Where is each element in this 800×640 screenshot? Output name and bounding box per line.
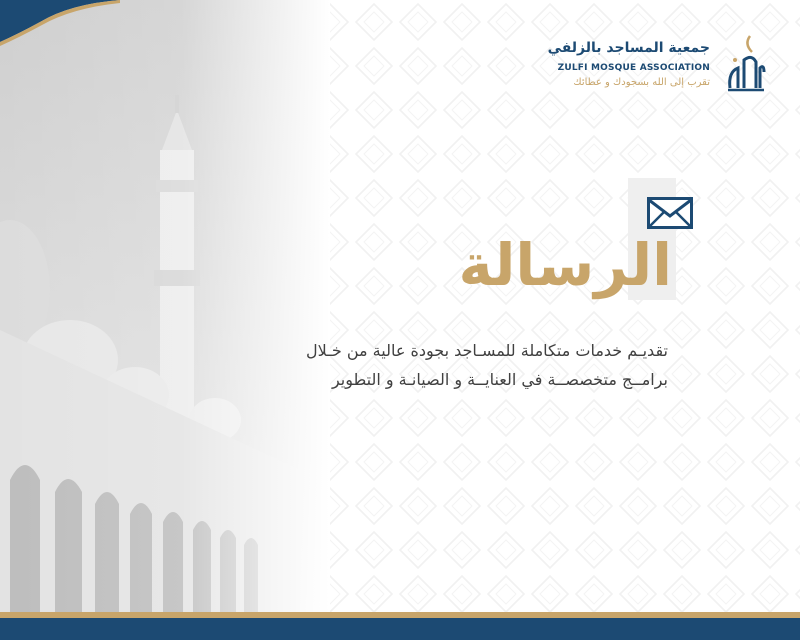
- mosque-minaret-photo: [0, 0, 330, 612]
- corner-arch-ornament: [0, 0, 120, 60]
- mission-statement: تقديـم خدمات متكاملة للمسـاجد بجودة عالية من خـلال برامــج متخصصــة في العنايــة و الصيانـة و التطوير: [306, 341, 668, 389]
- association-name-arabic: جمعية المساجد بالزلفي: [547, 40, 710, 56]
- section-heading: الرسالة: [458, 231, 672, 299]
- envelope-icon: [647, 197, 693, 229]
- footer-blue-band: [0, 618, 800, 640]
- association-tagline: تقرب إلى الله بسجودك و عطائك: [573, 77, 710, 88]
- association-logo: [526, 28, 766, 98]
- mosque-calligraphy-logo-icon: [724, 32, 766, 94]
- association-name-english: ZULFI MOSQUE ASSOCIATION: [557, 63, 710, 73]
